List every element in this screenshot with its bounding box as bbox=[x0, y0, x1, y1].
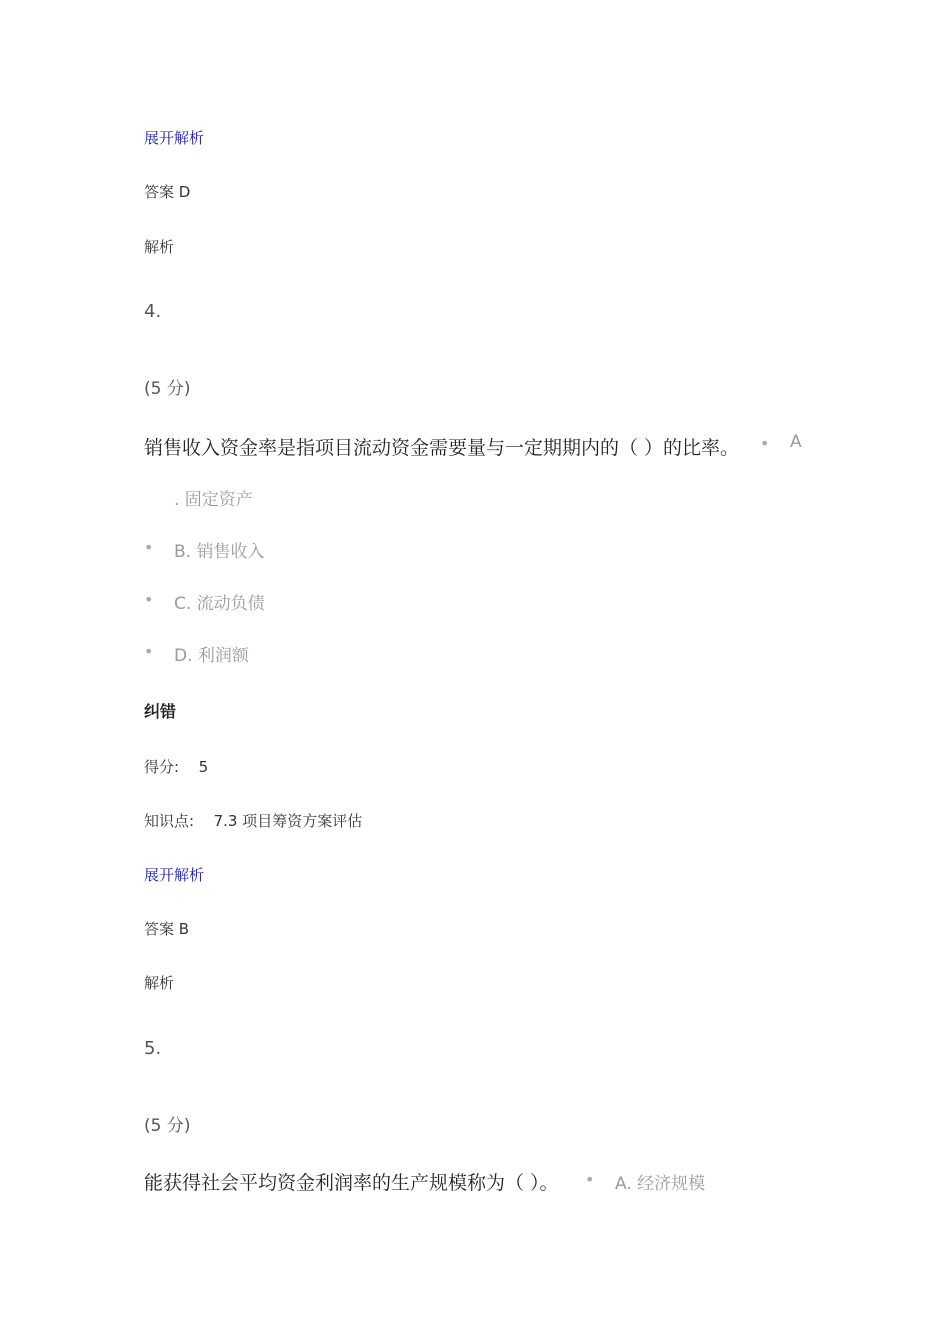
q5-option-a[interactable]: A. 经济规模 bbox=[615, 1174, 706, 1194]
q4-option-c-bullet-icon: • bbox=[144, 590, 154, 609]
q4-answer: 答案 B bbox=[144, 920, 190, 938]
q4-score-value: 5 bbox=[198, 758, 209, 776]
q4-report-error-link[interactable]: 纠错 bbox=[144, 702, 177, 721]
q4-question-text: 销售收入资金率是指项目流动资金需要量与一定期期内的（ ）的比率。 bbox=[144, 437, 740, 459]
q3-expand-analysis-link[interactable]: 展开解析 bbox=[144, 129, 205, 147]
q3-answer: 答案 D bbox=[144, 183, 191, 201]
q4-option-b-bullet-icon: • bbox=[144, 538, 154, 557]
q4-option-c[interactable]: C. 流动负债 bbox=[174, 594, 265, 614]
q4-analysis-label: 解析 bbox=[144, 974, 175, 992]
q5-score-tag: (5 分) bbox=[144, 1116, 191, 1136]
q4-score-tag: (5 分) bbox=[144, 379, 191, 399]
q4-expand-analysis-link[interactable]: 展开解析 bbox=[144, 866, 205, 884]
q4-knowledge-row bbox=[144, 810, 362, 831]
q4-option-d[interactable]: D. 利润额 bbox=[174, 646, 249, 666]
q4-knowledge-value: 7.3 项目筹资方案评估 bbox=[213, 812, 363, 830]
q5-question-text: 能获得社会平均资金利润率的生产规模称为（ ）。 bbox=[144, 1172, 559, 1194]
q4-option-d-bullet-icon: • bbox=[144, 642, 154, 661]
q5-number: 5. bbox=[144, 1038, 162, 1059]
q4-score-label: 得分: bbox=[144, 758, 180, 776]
q5-option-a-bullet-icon: • bbox=[585, 1170, 595, 1189]
q4-option-a-bullet-icon: • bbox=[760, 434, 770, 453]
q4-score-row bbox=[144, 756, 208, 777]
q4-option-a-letter[interactable]: A bbox=[790, 432, 802, 452]
q4-knowledge-label: 知识点: bbox=[144, 812, 195, 830]
q4-option-b[interactable]: B. 销售收入 bbox=[174, 542, 265, 562]
q4-option-a-text[interactable]: . 固定资产 bbox=[174, 490, 253, 510]
q3-analysis-label: 解析 bbox=[144, 238, 175, 256]
q4-number: 4. bbox=[144, 301, 162, 322]
